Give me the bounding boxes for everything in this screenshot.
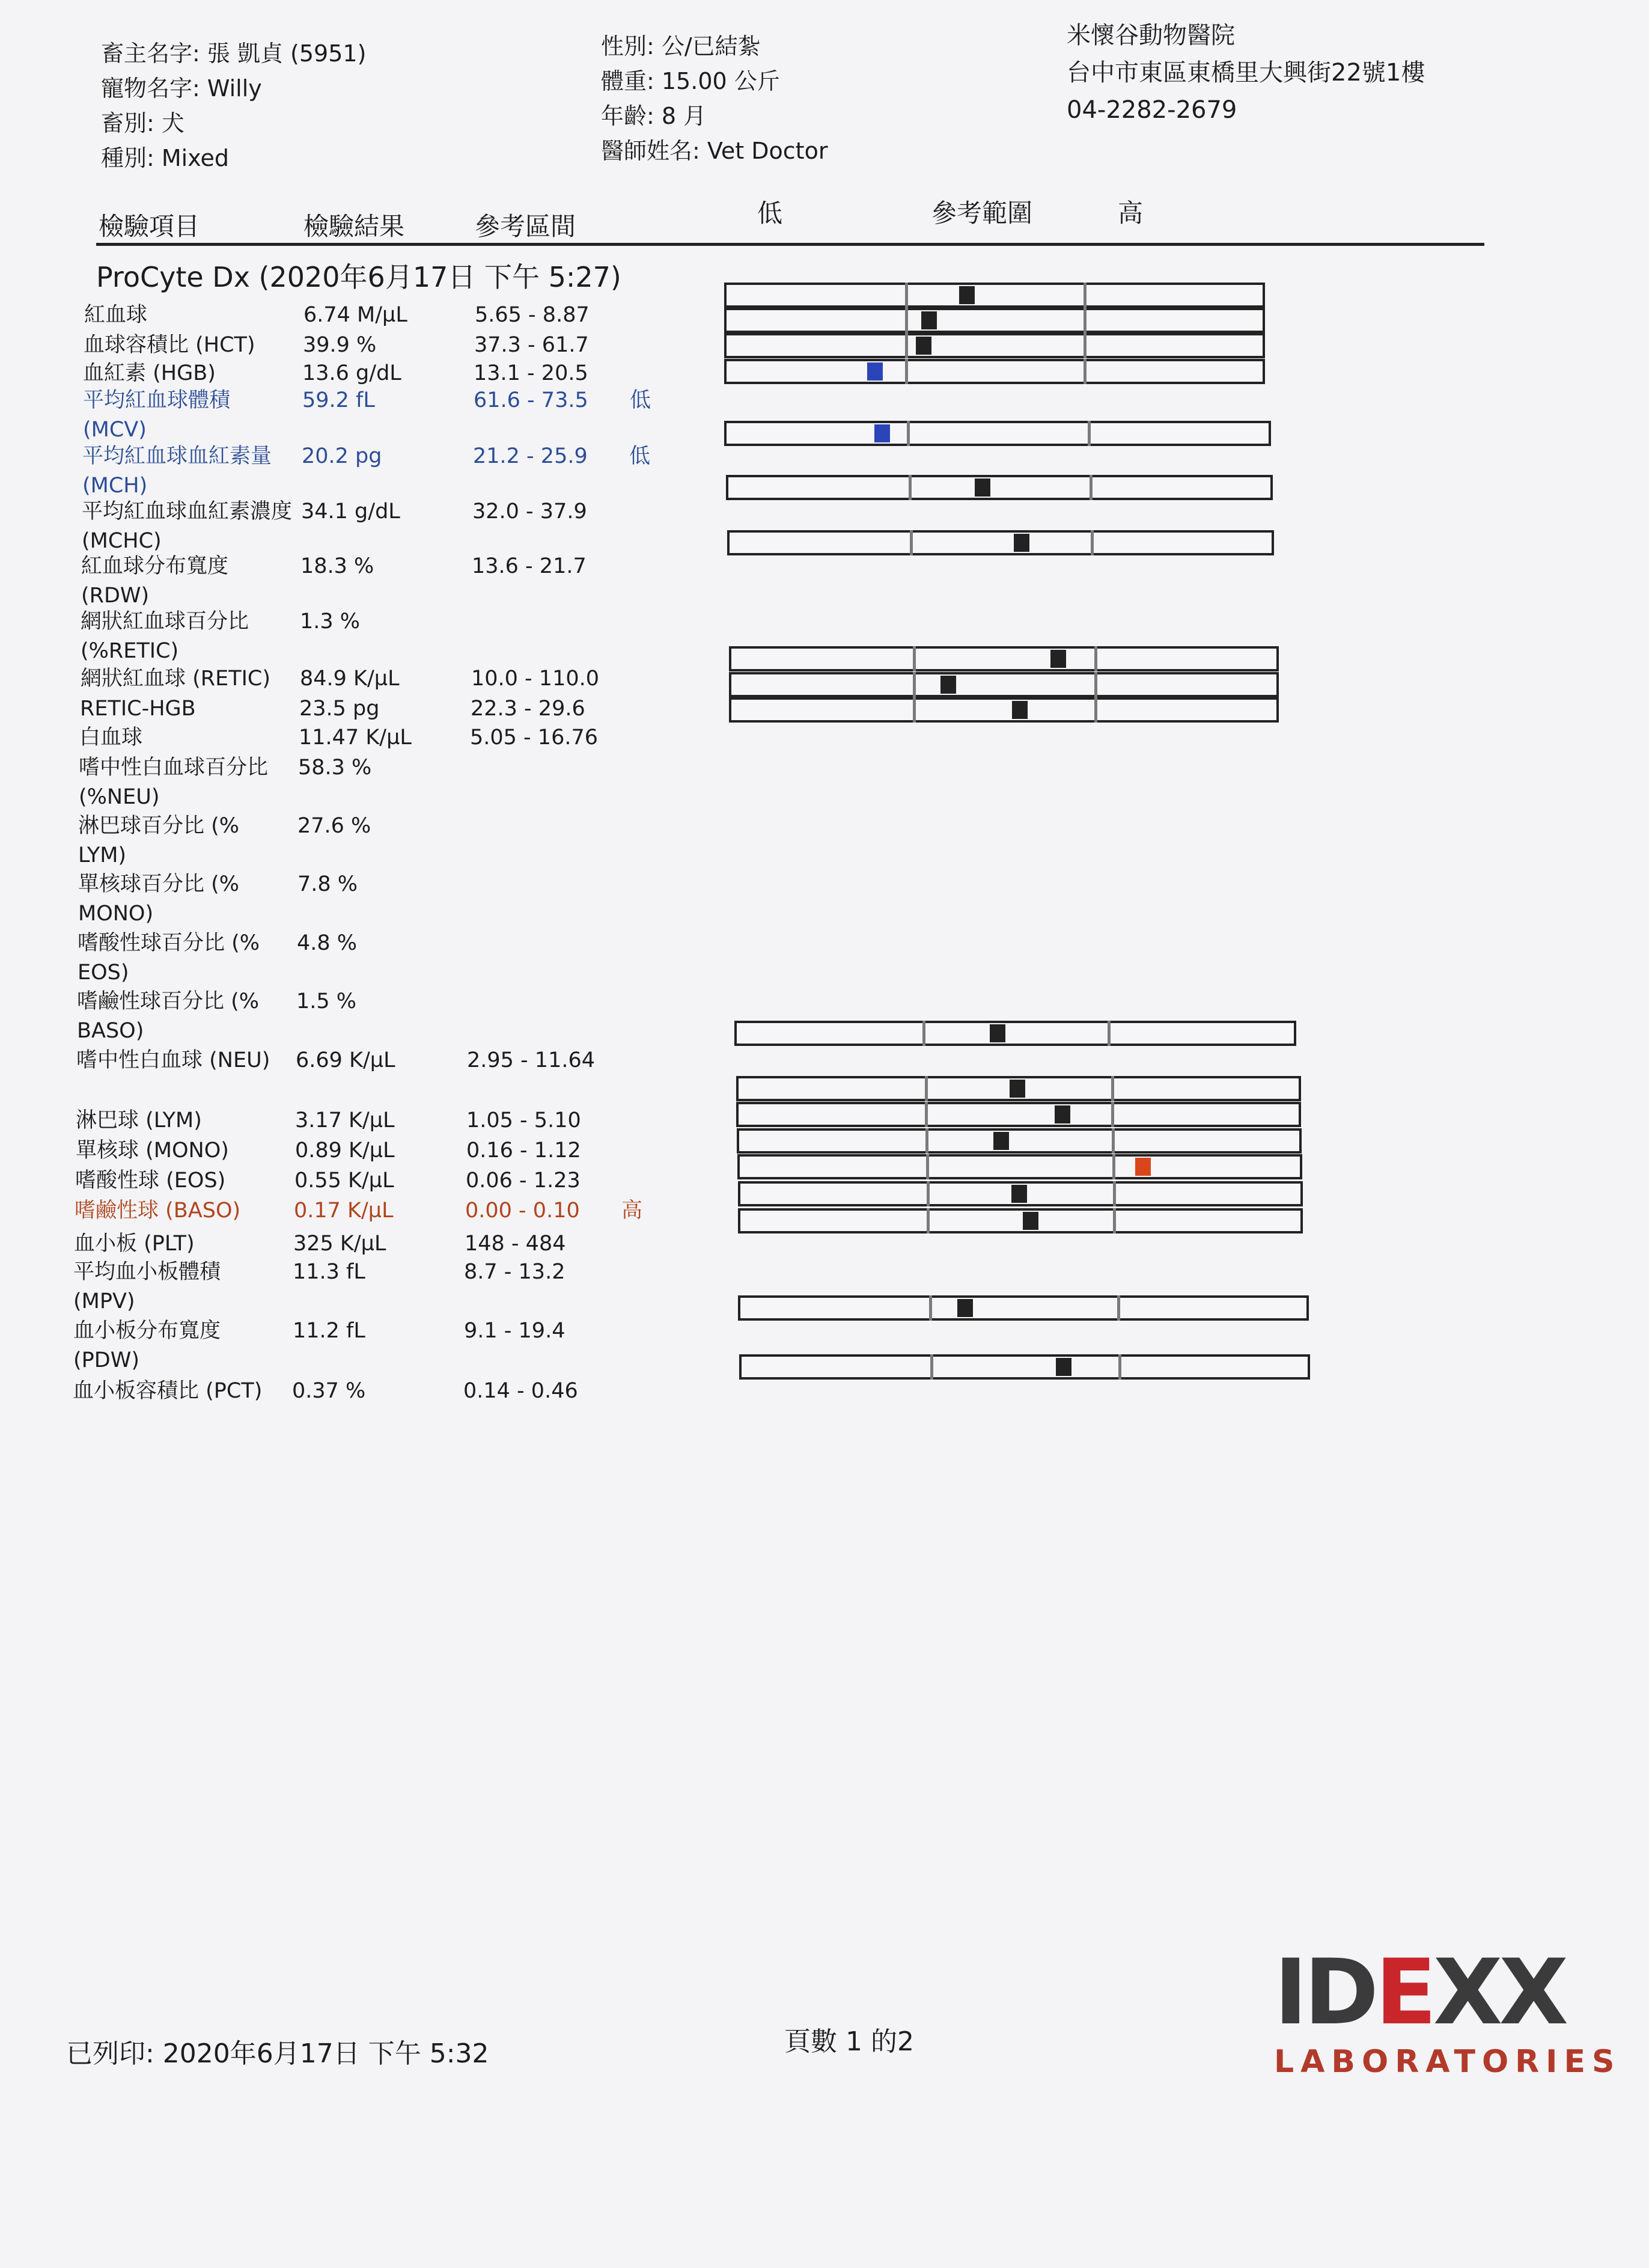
range-tick [913, 646, 916, 671]
range-bar [738, 1295, 1309, 1321]
patient-details [601, 29, 828, 168]
test-range: 22.3 - 29.6 [471, 697, 585, 721]
range-tick [925, 1076, 928, 1101]
range-tick [909, 475, 912, 500]
result-marker [975, 478, 990, 497]
range-tick [905, 283, 908, 308]
test-value: 59.2 fL [302, 388, 375, 412]
range-tick [1084, 283, 1087, 308]
result-marker [1014, 534, 1029, 552]
range-bar [724, 421, 1271, 446]
test-range: 0.00 - 0.10 [465, 1199, 580, 1223]
range-bar [737, 1128, 1302, 1154]
test-name: 網狀紅血球百分比 (%RETIC) [81, 610, 249, 663]
test-name: 淋巴球百分比 (% LYM) [78, 814, 240, 867]
test-range: 148 - 484 [465, 1232, 566, 1256]
test-range: 0.06 - 1.23 [466, 1169, 581, 1193]
header-range: 參考範圍 [931, 198, 1033, 228]
age: 年齡: 8 月 [601, 103, 707, 129]
range-tick [1111, 1102, 1114, 1127]
test-name: 網狀紅血球 (RETIC) [81, 667, 271, 691]
test-flag: 低 [630, 388, 651, 412]
patient-info [101, 36, 366, 176]
range-tick [1113, 1208, 1116, 1233]
test-name: 嗜中性白血球 (NEU) [76, 1048, 270, 1072]
test-value: 23.5 pg [299, 697, 380, 721]
test-name: 嗜中性白血球百分比 (%NEU) [79, 756, 269, 809]
test-value: 34.1 g/dL [301, 500, 400, 524]
range-bar [738, 1208, 1303, 1233]
test-name: 血小板 (PLT) [74, 1232, 195, 1256]
range-tick [1088, 421, 1091, 446]
breed: 種別: Mixed [101, 145, 230, 171]
range-bar [724, 283, 1265, 308]
range-tick [1112, 1154, 1115, 1179]
header-low: 低 [757, 198, 783, 228]
test-value: 11.47 K/µL [299, 726, 412, 750]
test-range: 32.0 - 37.9 [472, 500, 587, 524]
test-range: 8.7 - 13.2 [464, 1260, 565, 1284]
header-high: 高 [1118, 198, 1144, 228]
range-tick [910, 530, 913, 555]
range-tick [929, 1295, 932, 1321]
range-bar [729, 672, 1279, 697]
range-tick [1113, 1181, 1116, 1206]
clinic-name: 米懷谷動物醫院 [1067, 22, 1235, 49]
range-tick [1094, 697, 1097, 723]
range-tick [1117, 1295, 1120, 1321]
range-tick [1084, 308, 1087, 333]
test-range: 5.05 - 16.76 [470, 726, 599, 750]
test-value: 18.3 % [300, 554, 374, 578]
test-value: 0.17 K/µL [294, 1199, 394, 1223]
range-bar [724, 359, 1265, 384]
test-value: 13.6 g/dL [302, 361, 401, 385]
test-value: 4.8 % [297, 931, 358, 955]
test-value: 6.74 M/µL [303, 303, 407, 327]
test-name: 紅血球 [84, 303, 148, 327]
range-tick [1108, 1021, 1111, 1046]
test-name: 白血球 [79, 726, 143, 750]
test-range: 13.1 - 20.5 [474, 361, 588, 385]
range-tick [925, 1128, 928, 1154]
range-tick [905, 333, 908, 358]
result-marker [867, 362, 883, 381]
result-marker [874, 424, 890, 442]
page-number: 頁數 1 的2 [784, 2026, 914, 2057]
test-name: RETIC-HGB [80, 697, 196, 721]
test-value: 39.9 % [303, 333, 377, 357]
range-bar [727, 530, 1274, 555]
range-tick [922, 1021, 925, 1046]
range-tick [905, 308, 908, 333]
section-title: ProCyte Dx (2020年6月17日 下午 5:27) [96, 261, 621, 293]
test-flag: 低 [629, 444, 651, 468]
test-name: 嗜酸性球 (EOS) [75, 1169, 226, 1193]
test-name: 平均紅血球血紅素濃度 (MCHC) [82, 500, 293, 553]
test-name: 單核球 (MONO) [76, 1139, 229, 1163]
test-value: 11.2 fL [293, 1319, 365, 1343]
clinic-info [1067, 17, 1425, 129]
range-bar [734, 1021, 1296, 1046]
table-header [96, 198, 1484, 246]
test-value: 3.17 K/µL [295, 1108, 395, 1132]
test-name: 嗜鹼性球百分比 (% BASO) [77, 989, 260, 1043]
range-tick [1112, 1128, 1115, 1154]
range-bar [724, 333, 1265, 358]
range-bar [736, 1102, 1301, 1127]
test-value: 11.3 fL [293, 1260, 365, 1284]
result-marker [1010, 1080, 1025, 1098]
range-bar [729, 646, 1279, 671]
header-item: 檢驗項目 [99, 212, 200, 241]
test-range: 0.14 - 0.46 [463, 1379, 578, 1403]
range-tick [1111, 1076, 1114, 1101]
range-tick [913, 672, 916, 697]
range-tick [930, 1354, 933, 1380]
result-marker [990, 1024, 1005, 1042]
test-value: 0.89 K/µL [295, 1139, 395, 1163]
test-name: 平均血小板體積 (MPV) [73, 1260, 221, 1313]
result-marker [1135, 1158, 1151, 1176]
range-tick [926, 1154, 929, 1179]
result-marker [1050, 650, 1066, 668]
test-value: 6.69 K/µL [296, 1048, 395, 1072]
range-bar [724, 308, 1265, 333]
pet-name: 寵物名字: Willy [101, 75, 262, 102]
result-marker [1012, 701, 1028, 719]
range-tick [913, 697, 916, 723]
animal-type: 畜別: 犬 [101, 110, 184, 136]
test-range: 5.65 - 8.87 [475, 303, 590, 327]
range-tick [1118, 1354, 1121, 1380]
test-name: 平均紅血球血紅素量 (MCH) [82, 444, 272, 498]
test-value: 7.8 % [297, 872, 358, 896]
result-marker [1023, 1212, 1038, 1230]
range-tick [1091, 530, 1094, 555]
range-tick [927, 1208, 930, 1233]
header-result: 檢驗結果 [303, 212, 405, 241]
range-tick [1094, 672, 1097, 697]
test-name: 血小板容積比 (PCT) [73, 1379, 263, 1403]
test-name: 嗜酸性球百分比 (% EOS) [78, 931, 260, 985]
test-value: 1.5 % [296, 989, 357, 1013]
printed-time: 已列印: 2020年6月17日 下午 5:32 [66, 2038, 489, 2069]
weight: 體重: 15.00 公斤 [601, 68, 780, 94]
range-bar [729, 697, 1279, 723]
result-marker [957, 1299, 973, 1317]
clinic-phone: 04-2282-2679 [1067, 96, 1237, 124]
test-name: 淋巴球 (LYM) [76, 1108, 202, 1132]
sex: 性別: 公/已結紮 [601, 33, 761, 60]
range-tick [1090, 475, 1093, 500]
range-tick [907, 421, 910, 446]
test-value: 0.55 K/µL [294, 1169, 394, 1193]
range-bar [738, 1181, 1303, 1206]
test-name: 血紅素 (HGB) [83, 361, 216, 385]
result-marker [940, 676, 956, 694]
range-tick [1084, 333, 1087, 358]
test-name: 血球容積比 (HCT) [84, 333, 255, 357]
idexx-logo [1274, 1940, 1621, 2080]
result-marker [1011, 1185, 1027, 1203]
test-range: 61.6 - 73.5 [474, 388, 588, 412]
logo-wordmark: IDEXX [1274, 1940, 1565, 2045]
result-marker [916, 337, 931, 355]
test-range: 21.2 - 25.9 [473, 444, 588, 468]
test-range: 1.05 - 5.10 [466, 1108, 581, 1132]
test-value: 27.6 % [297, 814, 371, 838]
test-name: 嗜鹼性球 (BASO) [75, 1199, 241, 1223]
range-tick [927, 1181, 930, 1206]
range-tick [905, 359, 908, 384]
header-ref: 參考區間 [475, 212, 576, 241]
test-range: 37.3 - 61.7 [474, 333, 589, 357]
test-name: 單核球百分比 (% MONO) [78, 872, 240, 926]
test-name: 紅血球分布寬度 (RDW) [81, 554, 229, 608]
range-bar [726, 475, 1273, 500]
test-value: 325 K/µL [293, 1232, 386, 1256]
result-marker [1055, 1105, 1070, 1123]
test-range: 13.6 - 21.7 [472, 554, 587, 578]
test-value: 58.3 % [298, 756, 372, 780]
range-tick [1094, 646, 1097, 671]
result-marker [921, 311, 937, 329]
clinic-address: 台中市東區東橋里大興街22號1樓 [1067, 59, 1425, 87]
test-range: 2.95 - 11.64 [467, 1048, 596, 1072]
test-value: 84.9 K/µL [300, 667, 400, 691]
test-value: 0.37 % [292, 1379, 366, 1403]
result-marker [959, 286, 975, 304]
test-name: 血小板分布寬度 (PDW) [73, 1319, 221, 1372]
test-range: 9.1 - 19.4 [464, 1319, 565, 1343]
owner-name: 畜主名字: 張 凱貞 (5951) [101, 40, 367, 67]
test-value: 20.2 pg [302, 444, 382, 468]
result-marker [993, 1132, 1009, 1150]
range-bar [736, 1076, 1301, 1101]
doctor: 醫師姓名: Vet Doctor [601, 138, 828, 164]
range-tick [925, 1102, 928, 1127]
test-flag: 高 [621, 1199, 643, 1223]
range-bar [737, 1154, 1302, 1179]
test-range: 0.16 - 1.12 [466, 1139, 581, 1163]
test-range: 10.0 - 110.0 [471, 667, 600, 691]
range-tick [1084, 359, 1087, 384]
test-value: 1.3 % [300, 610, 361, 634]
test-name: 平均紅血球體積 (MCV) [83, 388, 231, 442]
logo-sub: LABORATORIES [1274, 2044, 1621, 2080]
result-marker [1056, 1358, 1071, 1376]
range-bar [739, 1354, 1310, 1380]
